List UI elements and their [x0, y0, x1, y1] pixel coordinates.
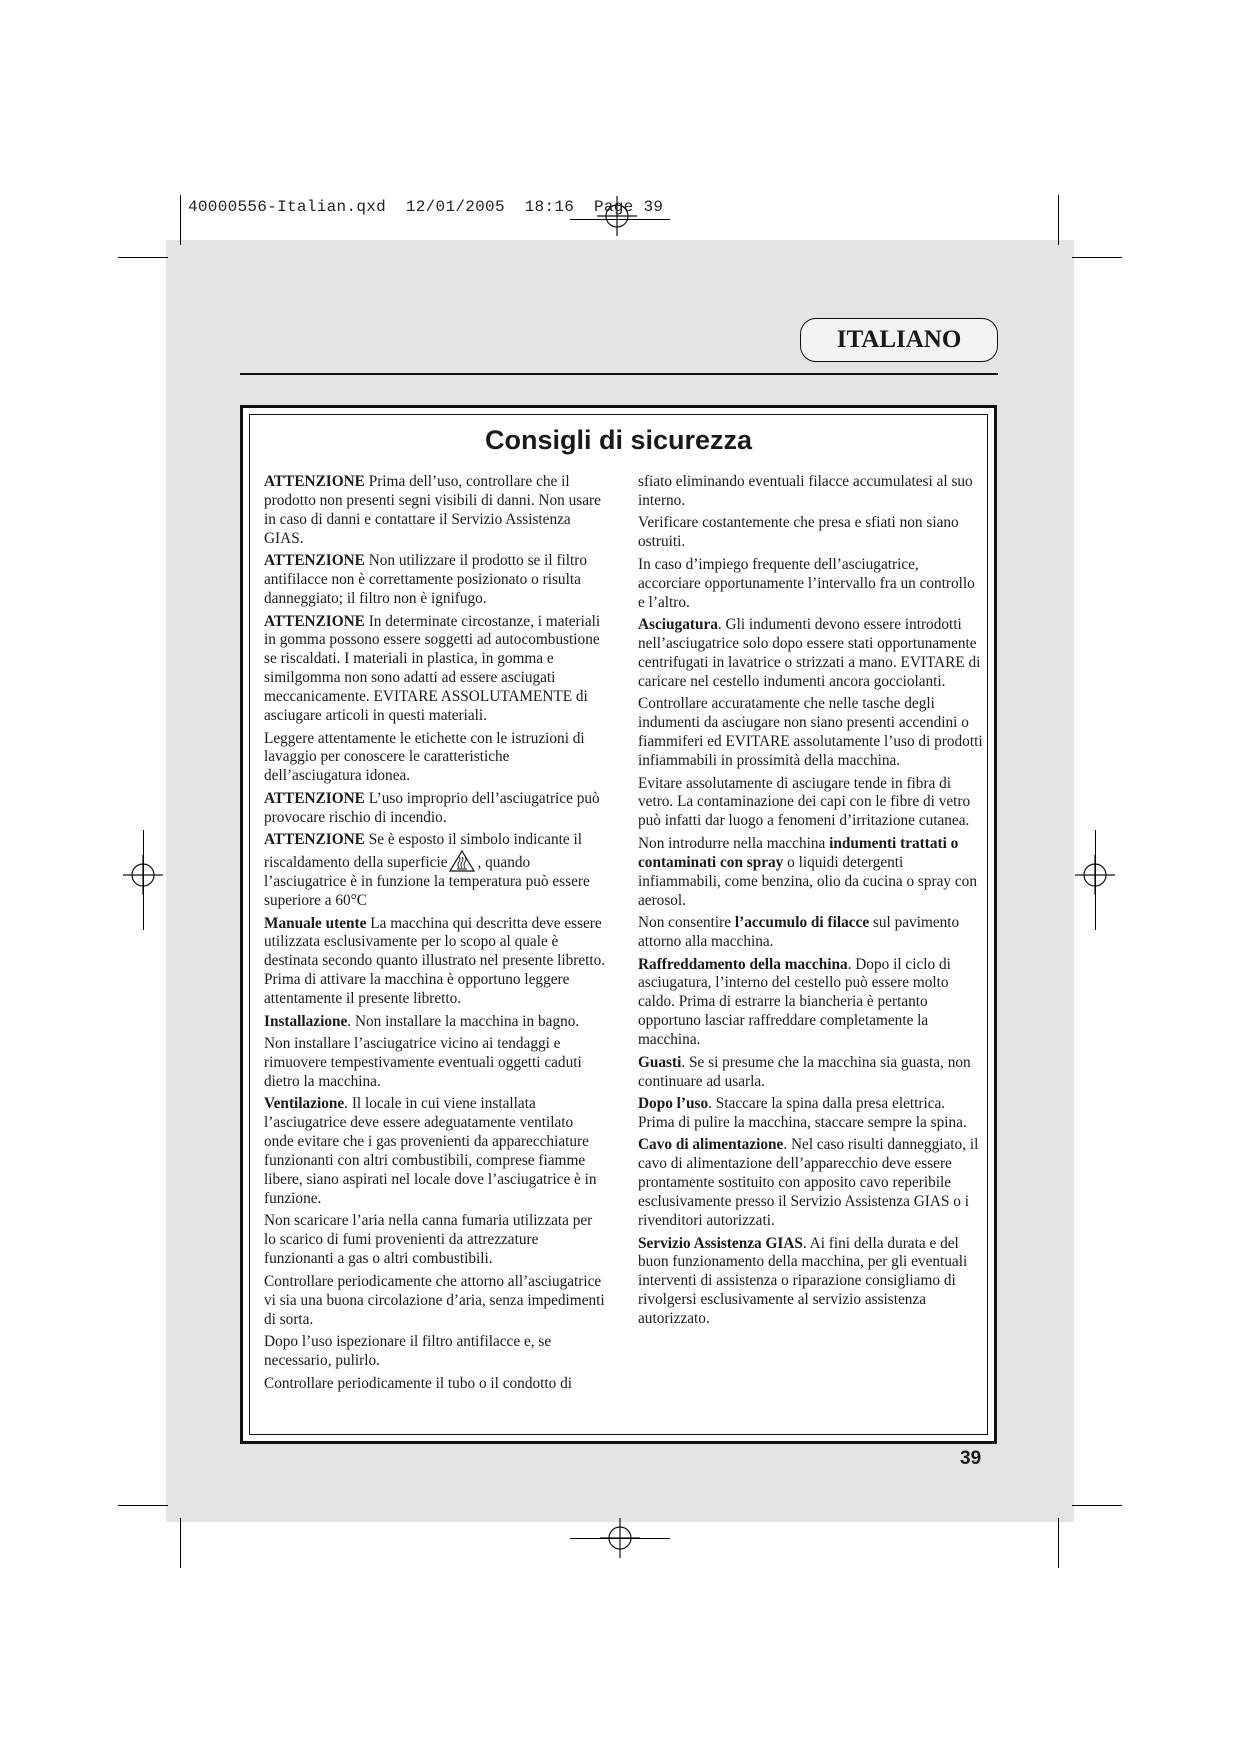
crop-mark — [180, 1518, 181, 1568]
paragraph: Dopo l’uso. Staccare la spina dalla presa elettrica. Prima di pulire la macchina, staccare sempre la spina. — [638, 1095, 967, 1131]
paragraph: ATTENZIONE Non utilizzare il prodotto se il filtro antifilacce non è correttamente posizionato o risulta danneggiato; il filtro non è ignifugo. — [264, 552, 588, 608]
paragraph: Evitare assolutamente di asciugare tende in fibra di vetro. La contaminazione dei capi con le fibre di vetro può infatti dar luogo a fenomeni d’irritazione cutanea. — [638, 774, 971, 830]
paragraph: Controllare accuratamente che nelle tasche degli indumenti da asciugare non siano presenti accendini o fiammiferi ed EVITARE assolutamente l’uso di prodotti infiammabili in prossimità della macchina. — [638, 695, 983, 770]
crop-mark — [1058, 1518, 1059, 1568]
crop-mark — [143, 830, 144, 930]
paragraph: Leggere attentamente le etichette con le istruzioni di lavaggio per conoscere le caratteristiche dell’asciugatura idonea. — [264, 729, 585, 785]
crop-mark — [118, 1505, 168, 1506]
paragraph: Controllare periodicamente che attorno all’asciugatrice vi sia una buona circolazione d’aria, senza impedimenti di sorta. — [264, 1272, 605, 1328]
paragraph: Non consentire l’accumulo di filacce sul pavimento attorno alla macchina. — [638, 914, 960, 950]
crop-mark — [180, 195, 181, 245]
paragraph: Guasti. Se si presume che la macchina sia guasta, non continuare ad usarla. — [638, 1053, 971, 1090]
crop-mark — [118, 257, 168, 258]
paragraph: Cavo di alimentazione. Nel caso risulti danneggiato, il cavo di alimentazione dell’apparecchio deve essere prontamente sostituito con apposito cavo reperibile esclusivamente presso il Servizio Assistenza GIAS o i rivenditori autorizzati. — [638, 1136, 979, 1230]
safety-box — [240, 405, 997, 1444]
paragraph: Ventilazione. Il locale in cui viene installata l’asciugatrice deve essere adeguatamente ventilato onde evitare che i gas provenienti da apparecchiature funzionanti con altri combustibili, comprese fiamme libere, siano aspirati nel locale dove l’asciugatrice è in funzione. — [264, 1095, 597, 1207]
paragraph: Non scaricare l’aria nella canna fumaria utilizzata per lo scarico di fumi provenienti da attrezzature funzionanti a gas o altri combustibili. — [264, 1212, 593, 1268]
crop-mark — [1072, 257, 1122, 258]
page-number: 39 — [960, 1448, 982, 1469]
paragraph: In caso d’impiego frequente dell’asciugatrice, accorciare opportunamente l’intervallo fra un controllo e l’altro. — [638, 555, 975, 611]
safety-box-inner — [249, 414, 988, 1435]
paragraph: ATTENZIONE Prima dell’uso, controllare che il prodotto non presenti segni visibili di danni. Non usare in caso di danni e contattare il Servizio Assistenza GIAS. — [264, 473, 601, 547]
hot-surface-warning-icon — [449, 850, 475, 872]
paragraph: Installazione. Non installare la macchina in bagno. — [264, 1012, 580, 1030]
paragraph: sfiato eliminando eventuali filacce accumulatesi al suo interno. — [638, 473, 973, 509]
paragraph: Servizio Assistenza GIAS. Ai fini della durata e del buon funzionamento della macchina, per gli eventuali interventi di assistenza o riparazione consigliamo di rivolgersi esclusivamente al servizio assistenza autorizzato. — [638, 1234, 968, 1328]
paragraph: ATTENZIONE L’uso improprio dell’asciugatrice può provocare rischio di incendio. — [264, 789, 600, 826]
paragraph: Non introdurre nella macchina indumenti trattati o contaminati con spray o liquidi detergenti infiammabili, come benzina, olio da cucina o spray con aerosol. — [638, 834, 977, 909]
language-tab: ITALIANO — [800, 318, 998, 362]
left-column — [264, 473, 606, 1397]
paragraph: ATTENZIONE Se è esposto il simbolo indicante il riscaldamento della superficie , quando l’asciugatrice è in funzione la temperatura può essere superiore a 60°C — [264, 831, 590, 909]
paragraph: Verificare costantemente che presa e sfiati non siano ostruiti. — [638, 514, 959, 551]
header-rule — [240, 373, 998, 375]
crop-mark — [1072, 1505, 1122, 1506]
paragraph: Dopo l’uso ispezionare il filtro antifilacce e, se necessario, pulirlo. — [264, 1333, 552, 1369]
paragraph: Asciugatura. Gli indumenti devono essere introdotti nell’asciugatrice solo dopo essere stati opportunamente centrifugati in lavatrice o strizzati a mano. EVITARE di caricare nel cestello indumenti ancora gocciolanti. — [638, 616, 981, 690]
crop-mark — [1095, 830, 1096, 930]
right-column — [638, 473, 983, 1333]
print-slug: 40000556-Italian.qxd 12/01/2005 18:16 Page 39 — [188, 198, 664, 216]
paragraph: Controllare periodicamente il tubo o il condotto di — [264, 1374, 572, 1392]
crop-mark — [1058, 195, 1059, 245]
paragraph: Manuale utente La macchina qui descritta deve essere utilizzata esclusivamente per lo scopo al quale è destinata secondo quanto illustrato nel presente libretto. Prima di attivare la macchina è opportuno leggere attentamente il presente libretto. — [264, 914, 606, 1008]
paragraph: Raffreddamento della macchina. Dopo il ciclo di asciugatura, l’interno del cestello può essere molto caldo. Prima di estrarre la biancheria è pertanto opportuno lasciar raffreddare completamente la macchina. — [638, 955, 951, 1049]
paragraph: Non installare l’asciugatrice vicino ai tendaggi e rimuovere tempestivamente eventuali oggetti caduti dietro la macchina. — [264, 1035, 582, 1090]
crop-mark — [570, 1538, 670, 1539]
paragraph: ATTENZIONE In determinate circostanze, i materiali in gomma possono essere soggetti ad autocombustione se riscaldati. I materiali in plastica, in gomma e similgomma non sono adatti ad essere asciugati meccanicamente. EVITARE ASSOLUTAMENTE di asciugare articoli in questi materiali. — [264, 612, 601, 725]
registration-mark-icon — [597, 196, 637, 236]
section-title: Consigli di sicurezza — [484, 425, 753, 455]
